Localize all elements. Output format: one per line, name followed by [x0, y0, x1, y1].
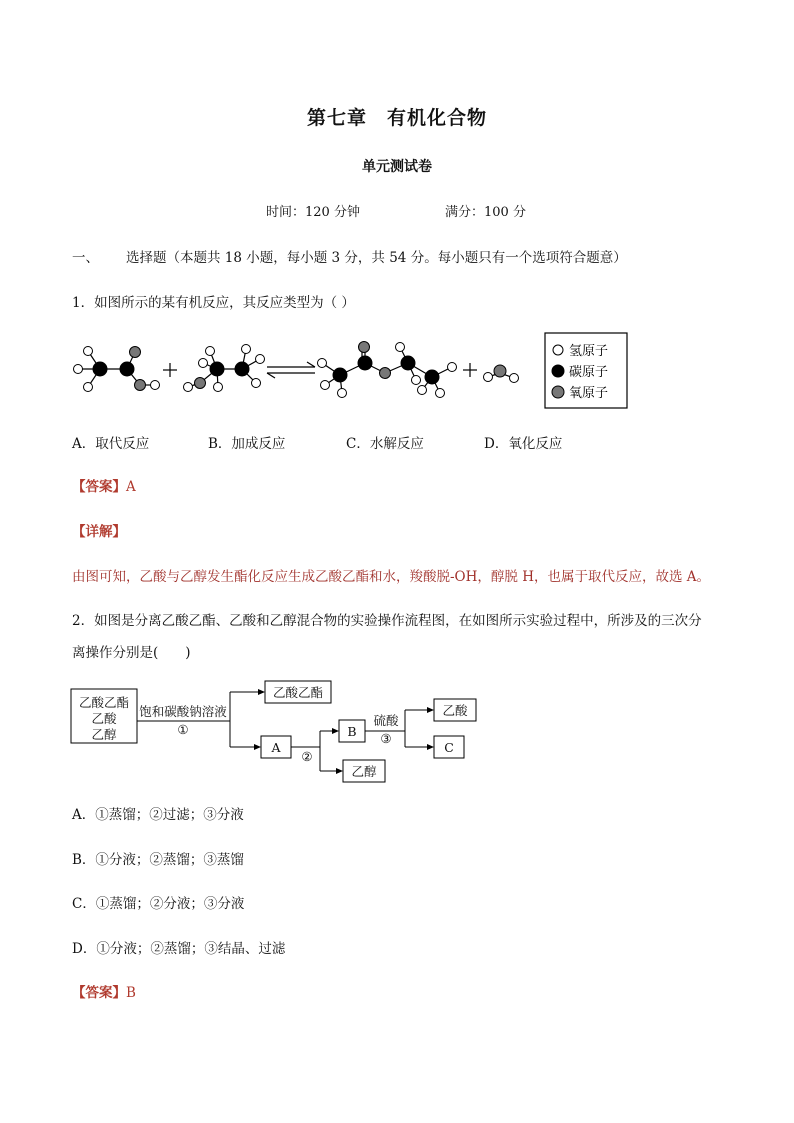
- node-b-label: B: [347, 724, 357, 739]
- reagent-3-label: 硫酸: [373, 713, 399, 728]
- mixture-acid: 乙酸: [91, 711, 117, 726]
- answer-value: B: [126, 985, 136, 1001]
- mixture-ethanol: 乙醇: [91, 727, 117, 742]
- question-2-option-a: A．①蒸馏；②过滤；③分液: [72, 807, 244, 823]
- legend-oxygen: 氧原子: [569, 386, 609, 401]
- question-1-option-a: A．取代反应: [72, 436, 150, 452]
- section-heading: 选择题（本题共 18 小题，每小题 3 分，共 54 分。每小题只有一个选项符合题意）: [126, 250, 627, 266]
- step-2-label: ②: [301, 749, 313, 764]
- node-a-label: A: [271, 740, 281, 755]
- question-1-detail-label: 【详解】: [72, 524, 126, 540]
- mixture-ester: 乙酸乙酯: [78, 695, 130, 710]
- page-title: 第七章 有机化合物: [306, 107, 487, 129]
- question-1-stem: 1．如图所示的某有机反应，其反应类型为（ ）: [72, 295, 355, 311]
- question-2-stem-line-1: 2．如图是分离乙酸乙酯、乙酸和乙醇混合物的实验操作流程图，在如图所示实验过程中，所涉及的三次分: [72, 613, 702, 629]
- step-3-label: ③: [380, 731, 392, 746]
- reagent-1-label: 饱和碳酸钠溶液: [139, 704, 227, 719]
- acid-label: 乙酸: [442, 703, 468, 718]
- question-1-option-b: B．加成反应: [208, 436, 286, 452]
- ethanol-label: 乙醇: [351, 764, 377, 779]
- question-2-stem-line-2: 离操作分别是( ): [72, 645, 191, 661]
- answer-label: 【答案】: [72, 985, 126, 1001]
- node-c-label: C: [444, 740, 454, 755]
- question-2-answer: [72, 981, 136, 1001]
- page-subtitle: 单元测试卷: [362, 159, 432, 175]
- question-2-option-d: D．①分液；②蒸馏；③结晶、过滤: [72, 941, 286, 957]
- question-1-detail: 由图可知，乙酸与乙醇发生酯化反应生成乙酸乙酯和水，羧酸脱-OH，醇脱 H，也属于取代反应，故选 A。: [72, 569, 711, 585]
- legend-hydrogen: 氢原子: [569, 344, 609, 359]
- legend-carbon: 碳原子: [569, 365, 609, 380]
- reaction-diagram: [60, 325, 630, 410]
- question-1-option-c: C．水解反应: [346, 436, 424, 452]
- question-1-answer: [72, 475, 136, 495]
- question-2-option-b: B．①分液；②蒸馏；③蒸馏: [72, 852, 244, 868]
- exam-time: 时间：120 分钟: [266, 205, 360, 220]
- question-1-option-d: D．氧化反应: [484, 436, 563, 452]
- step-1-label: ①: [177, 722, 189, 737]
- answer-label: 【答案】: [72, 479, 126, 495]
- separation-flowchart: [70, 678, 490, 786]
- exam-score: 满分：100 分: [445, 205, 526, 220]
- question-2-option-c: C．①蒸馏；②分液；③分液: [72, 896, 245, 912]
- section-number: 一、: [72, 250, 99, 266]
- answer-value: A: [126, 479, 136, 495]
- ester-label: 乙酸乙酯: [272, 685, 324, 700]
